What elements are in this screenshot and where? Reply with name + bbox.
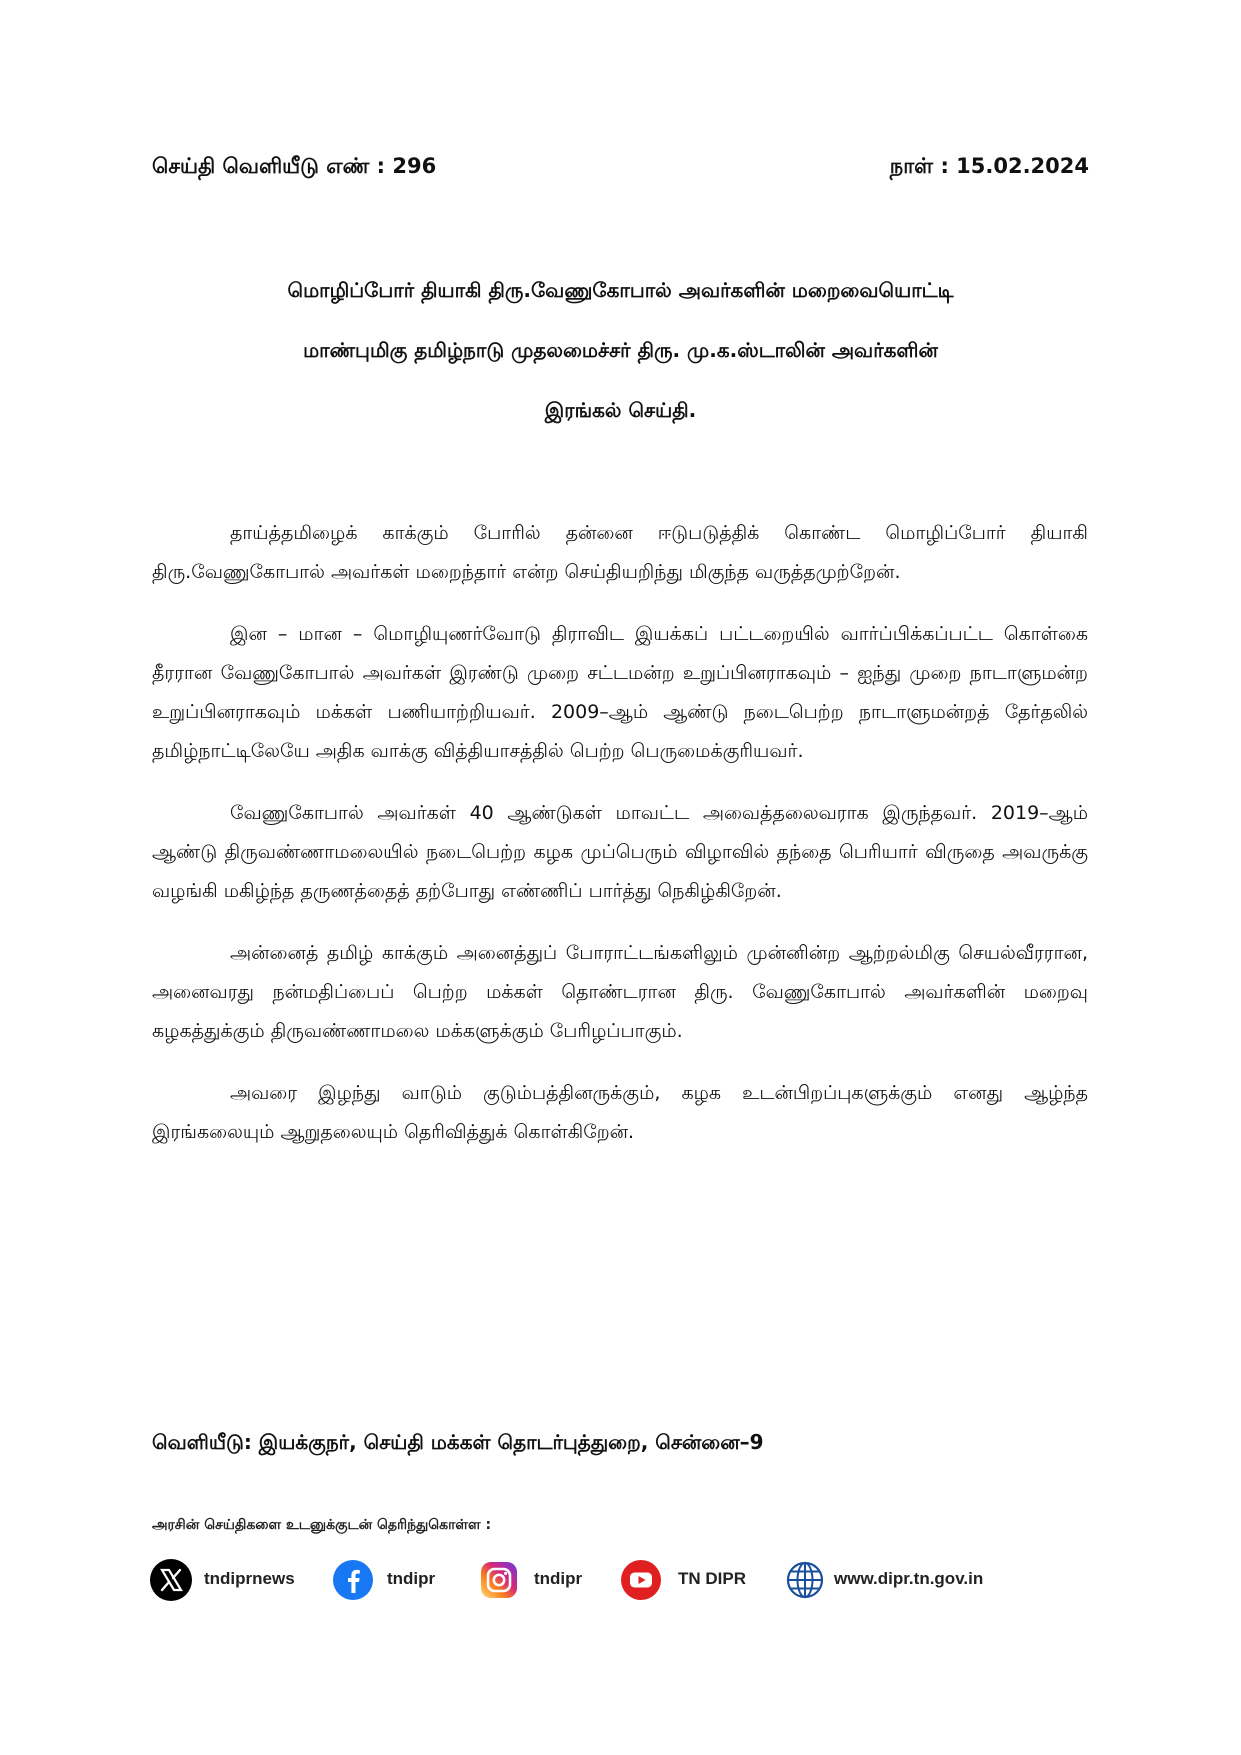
x-icon (150, 1559, 192, 1601)
paragraph-3: வேணுகோபால் அவர்கள் 40 ஆண்டுகள் மாவட்ட அவைத்தலைவராக இருந்தவர். 2019–ஆம் ஆண்டு திருவண்ணாமலையில் நடைபெற்ற கழக முப்பெரும் விழாவில் தந்தை பெரியார் விருதை அவருக்கு வழங்கி மகிழ்ந்த தருணத்தைத் தற்போது எண்ணிப் பார்த்து நெகிழ்கிறேன். (152, 802, 1088, 902)
paragraph-2: இன – மான – மொழியுணர்வோடு திராவிட இயக்கப் பட்டறையில் வார்ப்பிக்கப்பட்ட கொள்கை தீரரான வேணுகோபால் அவர்கள் இரண்டு முறை சட்டமன்ற உறுப்பினராகவும் – ஐந்து முறை நாடாளுமன்ற உறுப்பினராகவும் மக்கள் பணியாற்றியவர். 2009–ஆம் ஆண்டு நடைபெற்ற நாடாளுமன்றத் தேர்தலில் தமிழ்நாட்டிலேயே அதிக வாக்கு வித்தியாசத்தில் பெற்ற பெருமைக்குரியவர். (152, 623, 1088, 762)
instagram-icon (478, 1559, 520, 1601)
facebook-icon (332, 1559, 374, 1601)
social-website-label: www.dipr.tn.gov.in (834, 1569, 984, 1588)
paragraph-5: அவரை இழந்து வாடும் குடும்பத்தினருக்கும், கழக உடன்பிறப்புகளுக்கும் எனது ஆழ்ந்த இரங்கலையும் ஆறுதலையும் தெரிவித்துக் கொள்கிறேன். (152, 1082, 1088, 1143)
title-line-2: மாண்புமிகு தமிழ்நாடு முதலமைச்சர் திரு. மு.க.ஸ்டாலின் அவர்களின் (303, 338, 938, 362)
follow-text: அரசின் செய்திகளை உடனுக்குடன் தெரிந்துகொள்ள : (152, 1517, 492, 1533)
release-by: வெளியீடு: இயக்குநர், செய்தி மக்கள் தொடர்புத்துறை, சென்னை–9 (152, 1430, 764, 1454)
release-number: செய்தி வெளியீடு எண் : 296 (152, 154, 437, 178)
globe-icon (784, 1559, 826, 1601)
paragraph-4: அன்னைத் தமிழ் காக்கும் அனைத்துப் போராட்டங்களிலும் முன்னின்ற ஆற்றல்மிகு செயல்வீரரான, அனைவரது நன்மதிப்பைப் பெற்ற மக்கள் தொண்டரான திரு. வேணுகோபால் அவர்களின் மறைவு கழகத்துக்கும் திருவண்ணாமலை மக்களுக்கும் பேரிழப்பாகும். (152, 942, 1088, 1042)
social-links (150, 1555, 1050, 1605)
release-date: நாள் : 15.02.2024 (889, 154, 1089, 178)
title-line-3: இரங்கல் செய்தி. (544, 398, 697, 422)
body-text (152, 514, 1088, 1175)
social-instagram-label: tndipr (534, 1569, 583, 1588)
social-x-label: tndiprnews (204, 1569, 295, 1588)
social-youtube-label: TN DIPR (678, 1569, 746, 1588)
title-line-1: மொழிப்போர் தியாகி திரு.வேணுகோபால் அவர்களின் மறைவையொட்டி (287, 278, 954, 302)
social-facebook-label: tndipr (387, 1569, 436, 1588)
paragraph-1: தாய்த்தமிழைக் காக்கும் போரில் தன்னை ஈடுபடுத்திக் கொண்ட மொழிப்போர் தியாகி திரு.வேணுகோபால் அவர்கள் மறைந்தார் என்ற செய்தியறிந்து மிகுந்த வருத்தமுற்றேன். (152, 522, 1088, 583)
youtube-icon (620, 1559, 662, 1601)
header (152, 154, 1089, 190)
